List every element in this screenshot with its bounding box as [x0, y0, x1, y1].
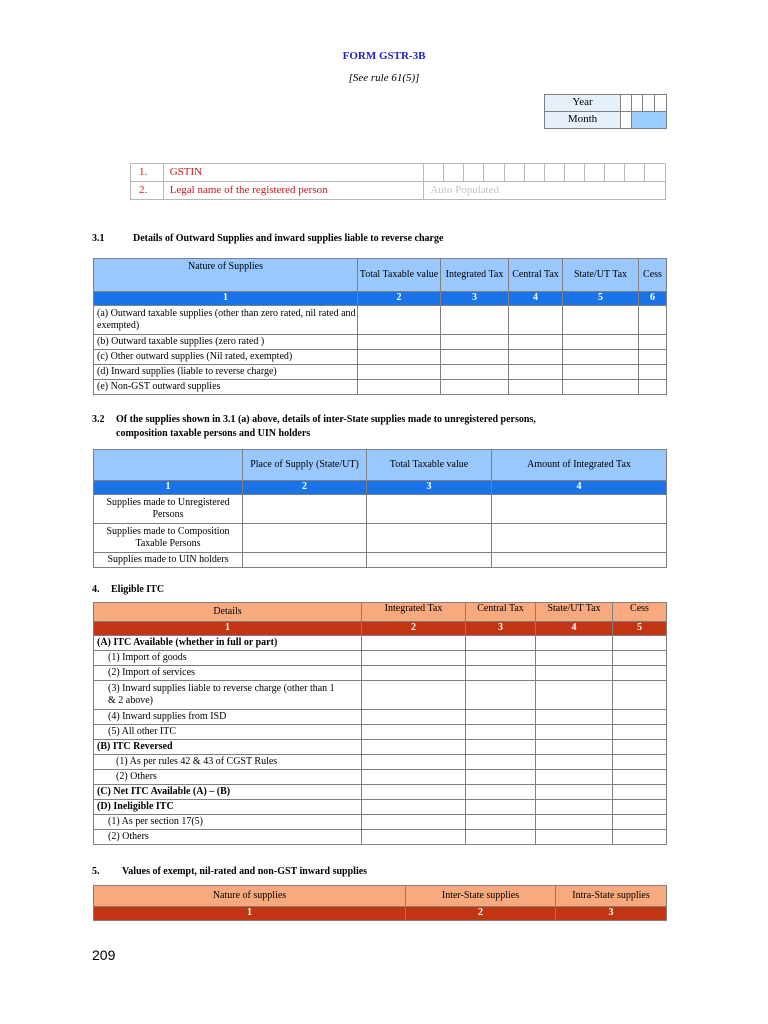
input-cell[interactable]	[509, 365, 563, 380]
input-cell[interactable]	[362, 651, 466, 666]
legal-name-label: Legal name of the registered person	[163, 182, 424, 200]
input-cell[interactable]	[613, 785, 667, 800]
input-cell[interactable]	[563, 306, 639, 335]
input-cell[interactable]	[613, 815, 667, 830]
month-digit-cell[interactable]	[621, 112, 632, 129]
column-number: 4	[536, 622, 613, 636]
section-3-1-title: Details of Outward Supplies and inward supplies liable to reverse charge	[133, 233, 444, 244]
gstin-char-cell[interactable]	[444, 164, 464, 182]
column-number: 2	[358, 292, 441, 306]
input-cell[interactable]	[466, 651, 536, 666]
input-cell[interactable]	[243, 495, 367, 524]
column-number: 5	[563, 292, 639, 306]
row-label: (4) Inward supplies from ISD	[94, 710, 362, 725]
column-number: 4	[492, 481, 667, 495]
header-integrated-tax: Integrated Tax	[441, 259, 509, 292]
input-cell[interactable]	[492, 495, 667, 524]
header-blank	[94, 450, 243, 481]
row-label: (3) Inward supplies liable to reverse charge (other than 1 & 2 above)	[94, 681, 362, 710]
table-row	[94, 770, 667, 785]
input-cell[interactable]	[466, 725, 536, 740]
section-4-number: 4.	[92, 584, 100, 595]
header-state-ut-tax: State/UT Tax	[563, 259, 639, 292]
header-nature-of-supplies: Nature of Supplies	[94, 259, 358, 292]
header-state-ut-tax: State/UT Tax	[536, 603, 613, 622]
interstate-supplies-table	[93, 449, 667, 568]
row-label: (1) Import of goods	[94, 651, 362, 666]
input-cell[interactable]	[441, 306, 509, 335]
input-cell[interactable]	[639, 335, 667, 350]
input-cell[interactable]	[243, 553, 367, 568]
input-cell[interactable]	[536, 800, 613, 815]
input-cell[interactable]	[243, 524, 367, 553]
gstin-char-cell[interactable]	[624, 164, 644, 182]
year-label: Year	[545, 95, 621, 112]
input-cell[interactable]	[358, 380, 441, 395]
input-cell[interactable]	[613, 800, 667, 815]
month-label: Month	[545, 112, 621, 129]
input-cell[interactable]	[536, 830, 613, 845]
gstin-char-cell[interactable]	[564, 164, 584, 182]
input-cell[interactable]	[362, 800, 466, 815]
column-number: 1	[94, 907, 406, 921]
column-number: 3	[556, 907, 667, 921]
table-row	[94, 740, 667, 755]
input-cell[interactable]	[362, 770, 466, 785]
input-cell[interactable]	[466, 785, 536, 800]
table-row	[94, 306, 667, 335]
column-number: 1	[94, 292, 358, 306]
table-row	[94, 335, 667, 350]
legal-name-row	[131, 182, 666, 200]
input-cell[interactable]	[362, 785, 466, 800]
year-digit-cell[interactable]	[621, 95, 632, 112]
input-cell[interactable]	[466, 815, 536, 830]
table-row	[94, 495, 667, 524]
input-cell[interactable]	[509, 306, 563, 335]
input-cell[interactable]	[358, 335, 441, 350]
gstin-char-cell[interactable]	[544, 164, 564, 182]
table-row	[94, 800, 667, 815]
input-cell[interactable]	[613, 710, 667, 725]
input-cell[interactable]	[536, 651, 613, 666]
input-cell[interactable]	[509, 350, 563, 365]
gstin-char-cell[interactable]	[604, 164, 624, 182]
section-3-2-title-line1: Of the supplies shown in 3.1 (a) above, details of inter-State supplies made to unregistered persons,	[116, 414, 536, 425]
column-number: 4	[509, 292, 563, 306]
header-amount-integrated-tax: Amount of Integrated Tax	[492, 450, 667, 481]
input-cell[interactable]	[536, 681, 613, 710]
column-number: 6	[639, 292, 667, 306]
input-cell[interactable]	[536, 785, 613, 800]
row-label: (b) Outward taxable supplies (zero rated )	[94, 335, 358, 350]
column-number: 3	[466, 622, 536, 636]
column-number: 3	[367, 481, 492, 495]
input-cell[interactable]	[536, 740, 613, 755]
table-row	[94, 725, 667, 740]
table-row	[94, 785, 667, 800]
header-details: Details	[94, 603, 362, 622]
year-digit-cell[interactable]	[655, 95, 667, 112]
gstin-char-cell[interactable]	[584, 164, 604, 182]
row-label: (c) Other outward supplies (Nil rated, exempted)	[94, 350, 358, 365]
row-label: (C) Net ITC Available (A) – (B)	[94, 785, 362, 800]
input-cell[interactable]	[466, 830, 536, 845]
section-5-number: 5.	[92, 866, 100, 877]
form-rule-reference: [See rule 61(5)]	[348, 72, 420, 84]
row-label: (B) ITC Reversed	[94, 740, 362, 755]
column-number: 2	[243, 481, 367, 495]
input-cell[interactable]	[613, 666, 667, 681]
header-central-tax: Central Tax	[509, 259, 563, 292]
input-cell[interactable]	[362, 710, 466, 725]
eligible-itc-table	[93, 602, 667, 845]
header-place-of-supply: Place of Supply (State/UT)	[243, 450, 367, 481]
table-row	[94, 755, 667, 770]
input-cell[interactable]	[362, 755, 466, 770]
column-number: 3	[441, 292, 509, 306]
header-nature-of-supplies: Nature of supplies	[94, 886, 406, 907]
input-cell[interactable]	[639, 350, 667, 365]
input-cell[interactable]	[536, 725, 613, 740]
input-cell[interactable]	[613, 636, 667, 651]
row-label: (2) Others	[94, 830, 362, 845]
input-cell[interactable]	[492, 524, 667, 553]
input-cell[interactable]	[358, 365, 441, 380]
input-cell[interactable]	[367, 553, 492, 568]
input-cell[interactable]	[563, 380, 639, 395]
table-row	[94, 651, 667, 666]
row-label: (5) All other ITC	[94, 725, 362, 740]
input-cell[interactable]	[613, 830, 667, 845]
year-digit-cell[interactable]	[632, 95, 643, 112]
input-cell[interactable]	[639, 380, 667, 395]
input-cell[interactable]	[466, 710, 536, 725]
form-title: FORM GSTR-3B	[342, 50, 426, 62]
outward-supplies-table	[93, 258, 667, 395]
month-value-cell[interactable]	[632, 112, 667, 129]
table-row	[94, 710, 667, 725]
row-label: (a) Outward taxable supplies (other than zero rated, nil rated and exempted)	[94, 306, 358, 335]
input-cell[interactable]	[367, 524, 492, 553]
section-4-title: Eligible ITC	[111, 584, 165, 595]
table-row	[94, 636, 667, 651]
header-integrated-tax: Integrated Tax	[362, 603, 466, 622]
input-cell[interactable]	[466, 740, 536, 755]
input-cell[interactable]	[441, 335, 509, 350]
column-number: 5	[613, 622, 667, 636]
section-3-1-number: 3.1	[92, 233, 105, 244]
input-cell[interactable]	[362, 815, 466, 830]
input-cell[interactable]	[466, 681, 536, 710]
input-cell[interactable]	[613, 770, 667, 785]
gstin-row	[131, 164, 666, 182]
gstin-char-cell[interactable]	[464, 164, 484, 182]
row-number: 2.	[131, 182, 164, 200]
input-cell[interactable]	[466, 770, 536, 785]
gstin-char-cell[interactable]	[424, 164, 444, 182]
input-cell[interactable]	[613, 651, 667, 666]
table-row	[94, 815, 667, 830]
year-month-grid	[544, 94, 667, 129]
input-cell[interactable]	[362, 681, 466, 710]
input-cell[interactable]	[536, 636, 613, 651]
row-label: Supplies made to Composition Taxable Persons	[94, 524, 243, 553]
row-label: (1) As per section 17(5)	[94, 815, 362, 830]
column-number: 2	[406, 907, 556, 921]
input-cell[interactable]	[367, 495, 492, 524]
table-row	[94, 681, 667, 710]
header-total-taxable-value: Total Taxable value	[367, 450, 492, 481]
input-cell[interactable]	[563, 350, 639, 365]
input-cell[interactable]	[509, 335, 563, 350]
input-cell[interactable]	[536, 815, 613, 830]
row-label: Supplies made to Unregistered Persons	[94, 495, 243, 524]
input-cell[interactable]	[536, 770, 613, 785]
table-row	[94, 365, 667, 380]
input-cell[interactable]	[466, 755, 536, 770]
input-cell[interactable]	[441, 365, 509, 380]
header-inter-state-supplies: Inter-State supplies	[406, 886, 556, 907]
gstin-char-cell[interactable]	[644, 164, 665, 182]
input-cell[interactable]	[639, 306, 667, 335]
table-row	[94, 830, 667, 845]
column-number: 2	[362, 622, 466, 636]
legal-name-value: Auto Populated	[424, 182, 666, 200]
input-cell[interactable]	[492, 553, 667, 568]
input-cell[interactable]	[563, 335, 639, 350]
gstin-char-cell[interactable]	[504, 164, 524, 182]
input-cell[interactable]	[536, 755, 613, 770]
column-number: 1	[94, 622, 362, 636]
input-cell[interactable]	[362, 740, 466, 755]
row-label: Supplies made to UIN holders	[94, 553, 243, 568]
table-row	[94, 524, 667, 553]
row-label: (A) ITC Available (whether in full or part)	[94, 636, 362, 651]
header-central-tax: Central Tax	[466, 603, 536, 622]
input-cell[interactable]	[613, 755, 667, 770]
input-cell[interactable]	[362, 666, 466, 681]
input-cell[interactable]	[536, 710, 613, 725]
row-number: 1.	[131, 164, 164, 182]
input-cell[interactable]	[466, 666, 536, 681]
input-cell[interactable]	[362, 636, 466, 651]
row-label: (2) Others	[94, 770, 362, 785]
input-cell[interactable]	[358, 306, 441, 335]
header-total-taxable-value: Total Taxable value	[358, 259, 441, 292]
table-row	[94, 553, 667, 568]
input-cell[interactable]	[536, 666, 613, 681]
input-cell[interactable]	[441, 350, 509, 365]
header-cess: Cess	[613, 603, 667, 622]
gstin-label: GSTIN	[163, 164, 424, 182]
input-cell[interactable]	[362, 830, 466, 845]
input-cell[interactable]	[362, 725, 466, 740]
input-cell[interactable]	[509, 380, 563, 395]
year-digit-cell[interactable]	[643, 95, 655, 112]
section-3-2-number: 3.2	[92, 414, 105, 425]
section-5-title: Values of exempt, nil-rated and non-GST inward supplies	[122, 866, 368, 877]
row-label: (D) Ineligible ITC	[94, 800, 362, 815]
input-cell[interactable]	[639, 365, 667, 380]
row-label: (1) As per rules 42 & 43 of CGST Rules	[94, 755, 362, 770]
gstin-char-cell[interactable]	[524, 164, 544, 182]
input-cell[interactable]	[613, 725, 667, 740]
input-cell[interactable]	[358, 350, 441, 365]
row-label: (e) Non-GST outward supplies	[94, 380, 358, 395]
gstin-table	[130, 163, 666, 200]
exempt-supplies-table	[93, 885, 667, 921]
input-cell[interactable]	[613, 740, 667, 755]
column-number: 1	[94, 481, 243, 495]
input-cell[interactable]	[466, 800, 536, 815]
input-cell[interactable]	[613, 681, 667, 710]
header-intra-state-supplies: Intra-State supplies	[556, 886, 667, 907]
table-row	[94, 380, 667, 395]
row-label: (2) Import of services	[94, 666, 362, 681]
input-cell[interactable]	[466, 636, 536, 651]
input-cell[interactable]	[441, 380, 509, 395]
table-row	[94, 350, 667, 365]
header-cess: Cess	[639, 259, 667, 292]
gstin-char-cell[interactable]	[484, 164, 504, 182]
section-3-2-title-line2: composition taxable persons and UIN holders	[116, 428, 311, 439]
input-cell[interactable]	[563, 365, 639, 380]
page-number: 209	[92, 947, 116, 963]
row-label: (d) Inward supplies (liable to reverse charge)	[94, 365, 358, 380]
table-row	[94, 666, 667, 681]
